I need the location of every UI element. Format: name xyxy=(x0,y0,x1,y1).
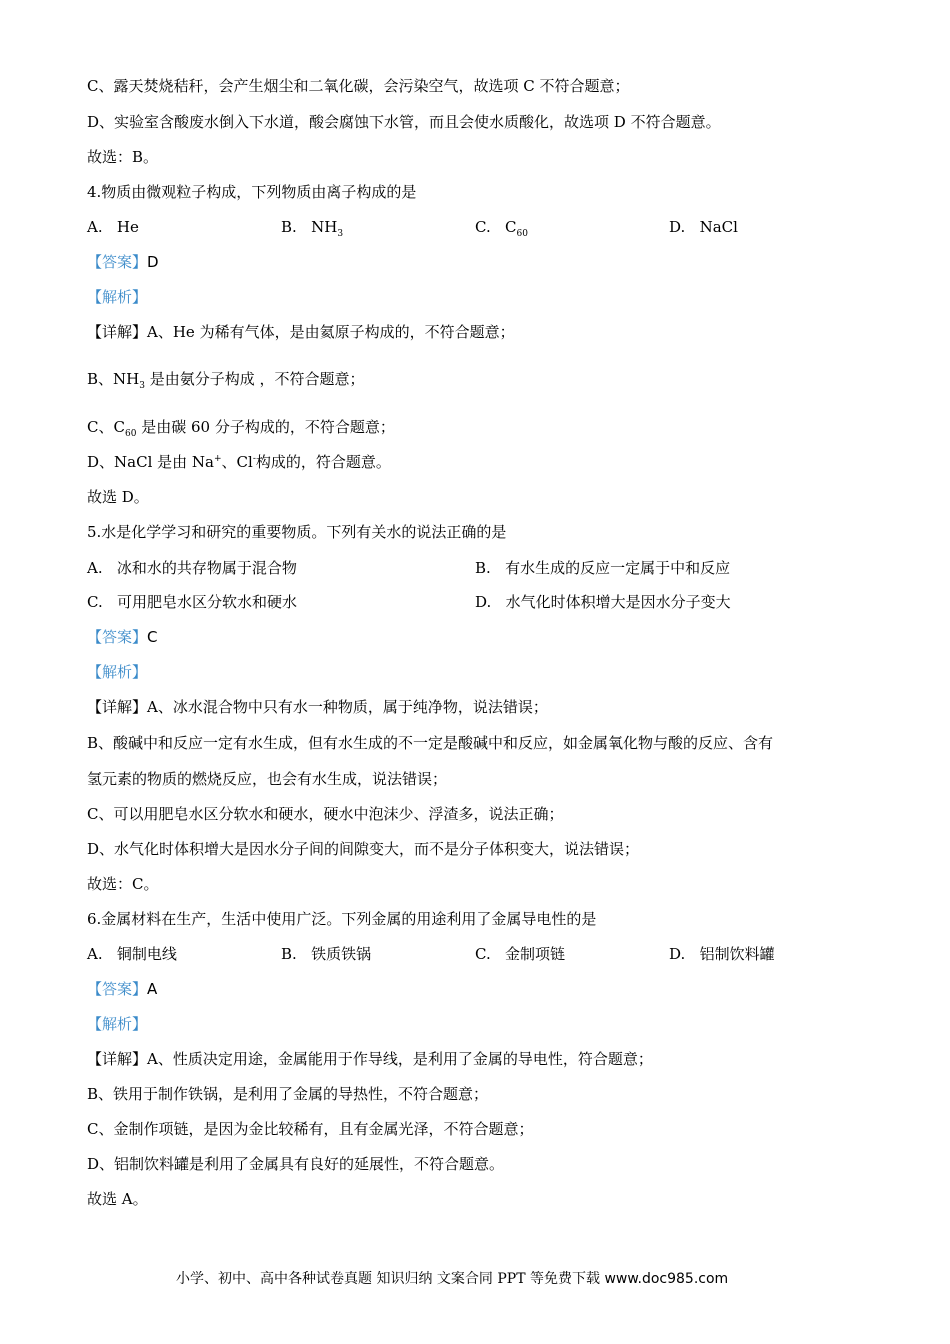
q4-explanation-c: C、$C_{60}$ 是由碳 60 分子构成的，不符合题意； xyxy=(87,418,395,439)
q6-explanation-a: 【详解】A、性质决定用途，金属能用于作导线，是利用了金属的导电性，符合题意； xyxy=(87,1050,653,1068)
q6-option-c: C. 金制项链 xyxy=(475,945,566,963)
q6-explanation-d: D、铝制饮料罐是利用了金属具有良好的延展性，不符合题意。 xyxy=(87,1155,505,1173)
q5-conclusion: 故选：C。 xyxy=(87,875,159,893)
q4-explanation-d: D、NaCl 是由 Na+、Cl-构成的，符合题意。 xyxy=(87,453,391,471)
q4-conclusion: 故选 D。 xyxy=(87,488,149,506)
q5-explanation-b-line1: B、酸碱中和反应一定有水生成，但有水生成的不一定是酸碱中和反应，如金属氧化物与酸的反应、含有 xyxy=(87,734,774,752)
q5-explanation-c: C、可以用肥皂水区分软水和硬水，硬水中泡沫少、浮渣多，说法正确； xyxy=(87,805,564,823)
q5-explanation-b-line2: 氢元素的物质的燃烧反应，也会有水生成，说法错误； xyxy=(87,770,448,788)
q6-option-d: D. 铝制饮料罐 xyxy=(669,945,775,963)
q4-answer: 【答案】D xyxy=(87,253,159,271)
q6-option-b: B. 铁质铁锅 xyxy=(281,945,372,963)
q4-option-d: D. NaCl xyxy=(669,218,738,236)
q6-conclusion: 故选 A。 xyxy=(87,1190,148,1208)
q6-answer: 【答案】A xyxy=(87,980,158,998)
q6-stem: 6.金属材料在生产，生活中使用广泛。下列金属的用途利用了金属导电性的是 xyxy=(87,910,597,928)
q4-option-b: B. $NH_3$ xyxy=(281,218,344,239)
q4-explanation-b: B、$NH_3$ 是由氨分子构成 ，不符合题意； xyxy=(87,370,365,391)
q4-explanation-a: 【详解】A、He 为稀有气体，是由氦原子构成的，不符合题意； xyxy=(87,323,515,341)
q6-option-a: A. 铜制电线 xyxy=(87,945,177,963)
q4-option-c: C. $C_{60}$ xyxy=(475,218,528,239)
q5-option-b: B. 有水生成的反应一定属于中和反应 xyxy=(475,559,731,577)
q4-analysis-heading: 【解析】 xyxy=(87,288,148,306)
q5-option-d: D. 水气化时体积增大是因水分子变大 xyxy=(475,593,731,611)
q5-answer: 【答案】C xyxy=(87,628,158,646)
q5-option-a: A. 冰和水的共存物属于混合物 xyxy=(87,559,297,577)
prev-conclusion: 故选：B。 xyxy=(87,148,159,166)
q6-explanation-b: B、铁用于制作铁锅，是利用了金属的导热性，不符合题意； xyxy=(87,1085,489,1103)
prev-explanation-d: D、实验室含酸废水倒入下水道，酸会腐蚀下水管，而且会使水质酸化，故选项 D 不符合题意。 xyxy=(87,113,721,131)
q6-analysis-heading: 【解析】 xyxy=(87,1015,148,1033)
q4-stem: 4.物质由微观粒子构成，下列物质由离子构成的是 xyxy=(87,183,417,201)
q5-analysis-heading: 【解析】 xyxy=(87,663,148,681)
footer-url-link[interactable]: www.doc985.com xyxy=(604,1271,729,1287)
q4-option-a: A. He xyxy=(87,218,139,236)
prev-explanation-c: C、露天焚烧秸秆，会产生烟尘和二氧化碳，会污染空气，故选项 C 不符合题意； xyxy=(87,77,630,95)
page-footer xyxy=(176,1269,728,1289)
q5-stem: 5.水是化学学习和研究的重要物质。下列有关水的说法正确的是 xyxy=(87,523,507,541)
q5-option-c: C. 可用肥皂水区分软水和硬水 xyxy=(87,593,298,611)
q5-explanation-d: D、水气化时体积增大是因水分子间的间隙变大，而不是分子体积变大，说法错误； xyxy=(87,840,640,858)
q5-explanation-a: 【详解】A、冰水混合物中只有水一种物质，属于纯净物，说法错误； xyxy=(87,698,548,716)
q6-explanation-c: C、金制作项链，是因为金比较稀有，且有金属光泽，不符合题意； xyxy=(87,1120,534,1138)
footer-text: 小学、初中、高中各种试卷真题 知识归纳 文案合同 PPT 等免费下载 xyxy=(176,1271,605,1287)
